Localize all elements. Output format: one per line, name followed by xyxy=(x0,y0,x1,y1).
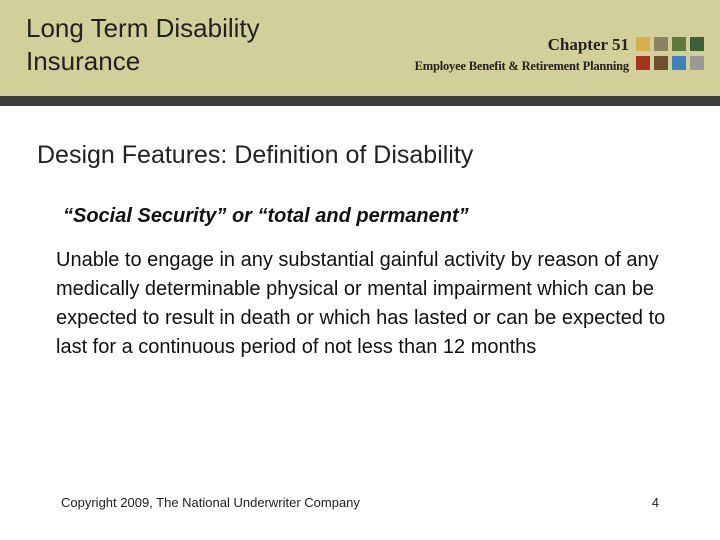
copyright-footer: Copyright 2009, The National Underwriter Company xyxy=(61,495,360,510)
square-6 xyxy=(654,56,668,70)
deck-title: Long Term Disability Insurance xyxy=(26,13,260,76)
slide-body-text: Unable to engage in any substantial gainful activity by reason of any medically determinable physical or mental impairment which can be expected to result in death or which has lasted or can be expected to last for a continuous period of not less than 12 months xyxy=(56,249,666,358)
square-2 xyxy=(654,37,668,51)
page-number: 4 xyxy=(651,495,659,510)
decorative-squares xyxy=(636,37,716,73)
square-5 xyxy=(636,56,650,70)
square-3 xyxy=(672,37,686,51)
book-title: Employee Benefit & Retirement Planning xyxy=(414,59,629,73)
square-8 xyxy=(690,56,704,70)
slide-header xyxy=(0,0,720,96)
square-1 xyxy=(636,37,650,51)
header-divider-bar xyxy=(0,96,720,106)
slide-subhead: “Social Security” or “total and permanent” xyxy=(63,205,469,227)
square-4 xyxy=(690,37,704,51)
chapter-label: Chapter 51 xyxy=(547,35,629,54)
square-7 xyxy=(672,56,686,70)
slide-title: Design Features: Definition of Disability xyxy=(37,141,474,169)
